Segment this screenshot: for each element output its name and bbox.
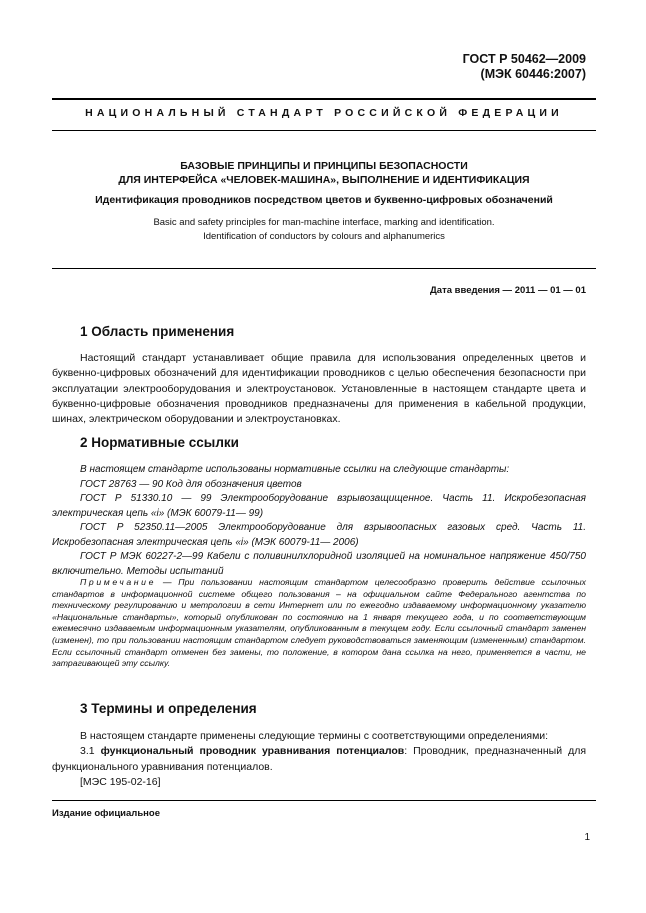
section-1-text: Настоящий стандарт устанавливает общие правила для использования определенных цветов и буквенно-цифровых обозначений для идентификации проводников с целью обеспечения безопасности при эксплуатации электрооборудования и электроустановок. Установленные в настоящем стандарте цвета и буквенно-цифровые обозначения проводников предназначены для применения в кабельной продукции, шинах, электрическом оборудовании и электроустановках. [52, 352, 586, 426]
gost-number: ГОСТ Р 50462—2009 [462, 52, 586, 66]
footer-divider [52, 800, 596, 801]
terms-intro: В настоящем стандарте применены следующие термины с соответствующими определениями: [80, 730, 549, 742]
reference-item: ГОСТ Р МЭК 60227-2—99 Кабели с поливинилхлоридной изоляцией на номинальное напряжение 450/750 включительно. Методы испытаний [52, 551, 586, 577]
term-number: 3.1 [80, 745, 101, 758]
introduction-date: Дата введения — 2011 — 01 — 01 [430, 285, 586, 296]
standard-number-block [400, 52, 586, 82]
iec-number: (МЭК 60446:2007) [480, 67, 586, 81]
normative-references [52, 463, 586, 579]
date-divider [52, 268, 596, 269]
section-1-body [52, 351, 586, 427]
section-3-body [52, 729, 586, 790]
title-divider [52, 130, 596, 131]
term-name: функциональный проводник уравнивания потенциалов [100, 745, 405, 758]
english-title-line-2: Identification of conductors by colours and alphanumerics [203, 231, 445, 242]
section-3-heading: 3 Термины и определения [80, 701, 257, 716]
reference-item: ГОСТ Р 52350.11—2005 Электрооборудование для взрывоопасных газовых сред. Часть 11. Искробезопасная электрическая цепь «i» (МЭК 60079-11— 2006) [52, 522, 586, 548]
page-number: 1 [584, 832, 590, 843]
reference-item: ГОСТ Р 51330.10 — 99 Электрооборудование взрывозащищенное. Часть 11. Искробезопасная электрическая цепь «i» (МЭК 60079-11— 99) [52, 493, 586, 519]
official-edition-label: Издание официальное [52, 808, 160, 819]
term-definition: : Проводник, предназначенный для функционального уравнивания потенциалов. [52, 745, 587, 773]
section-1-heading: 1 Область применения [80, 324, 235, 339]
references-intro: В настоящем стандарте использованы нормативные ссылки на следующие стандарты: [80, 464, 510, 475]
english-title-line-1: Basic and safety principles for man-machine interface, marking and identification. [153, 217, 495, 228]
note-label: Примечание [80, 577, 157, 587]
reference-item: ГОСТ 28763 — 90 Код для обозначения цветов [80, 478, 302, 490]
subtitle: Идентификация проводников посредством цветов и буквенно-цифровых обозначений [95, 194, 553, 206]
note-text: — При пользовании настоящим стандартом целесообразно проверить действие ссылочных стандартов в информационной системе общего пользования – на официальном сайте Федерального агентства по техническому регулированию и метрологии в сети Интернет или по ежегодно издаваемому информационному указателю «Национальные стандарты», который опубликован по состоянию на 1 января текущего года, и по соответствующим ежемесячно издаваемым информационным указателям, опубликованным в текущем году. Если ссылочный стандарт заменен (изменен), то при пользовании настоящим стандартом следует руководствоваться заменяющим (измененным) стандартом. Если ссылочный стандарт отменен без замены, то положение, в котором дана ссылка на него, применяется в части, не затрагивающей эту ссылку. [52, 577, 586, 669]
term-source: [МЭС 195-02-16] [80, 775, 161, 788]
references-note [52, 577, 586, 670]
top-divider [52, 98, 596, 100]
term-3-1 [52, 744, 586, 775]
section-2-heading: 2 Нормативные ссылки [80, 435, 239, 450]
national-standard-title: НАЦИОНАЛЬНЫЙ СТАНДАРТ РОССИЙСКОЙ ФЕДЕРАЦИИ [85, 107, 563, 119]
title-line-2: ДЛЯ ИНТЕРФЕЙСА «ЧЕЛОВЕК-МАШИНА», ВЫПОЛНЕНИЕ И ИДЕНТИФИКАЦИЯ [118, 174, 530, 186]
title-line-1: БАЗОВЫЕ ПРИНЦИПЫ И ПРИНЦИПЫ БЕЗОПАСНОСТИ [180, 160, 468, 172]
